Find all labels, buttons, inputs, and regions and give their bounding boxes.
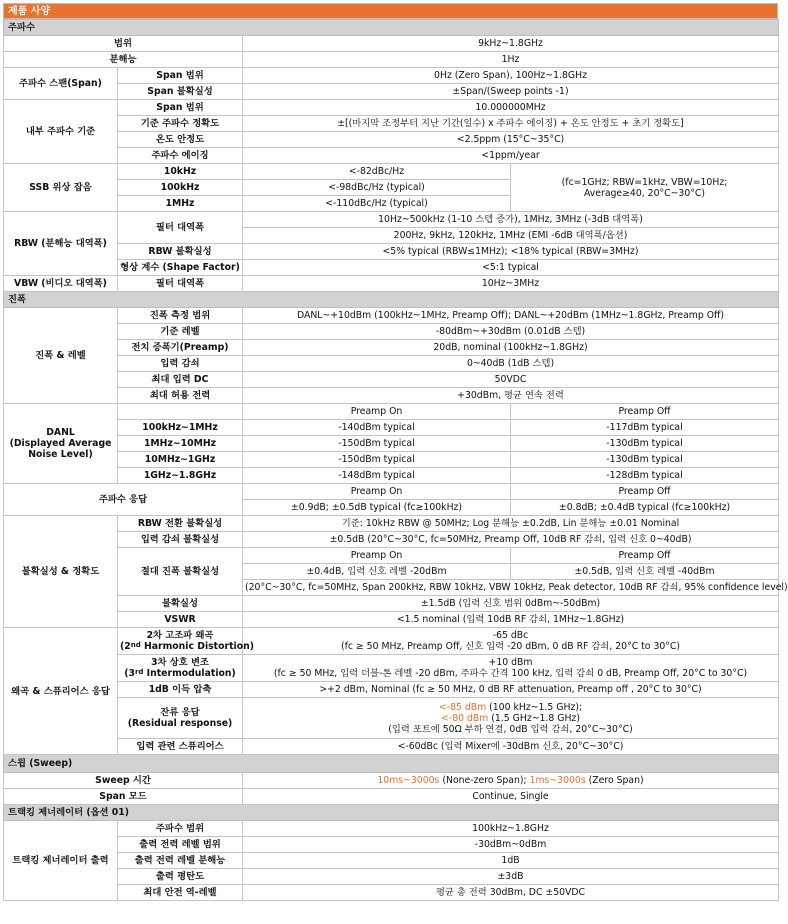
spec-value: <1.5 nominal (입력 10dB RF 감쇠, 1MHz~1.8GHz) — [243, 612, 779, 628]
spec-value: ±0.9dB; ±0.5dB typical (fc≥100kHz) — [243, 500, 511, 516]
label-line: Intermodulation) — [143, 668, 236, 679]
spec-value: 평균 총 전력 30dBm, DC ±50VDC — [243, 885, 779, 901]
spec-label: 입력 감쇠 — [118, 356, 243, 372]
group-label: 트랙킹 제너레이터 출력 — [4, 821, 118, 901]
spec-label: 입력 관련 스퓨리어스 — [118, 739, 243, 755]
spec-value: <-60dBc (입력 Mixer에 -30dBm 신호, 20°C~30°C) — [243, 739, 779, 755]
spec-sheet — [3, 3, 788, 901]
spec-value: -30dBm~0dBm — [243, 837, 779, 853]
spec-label: 최대 허용 전력 — [118, 388, 243, 404]
column-header-preamp-on: Preamp On — [243, 404, 511, 420]
spec-label: 기준 레벨 — [118, 324, 243, 340]
spec-label: 범위 — [4, 36, 243, 52]
ssb-conditions-line: Average≥40, 20°C~30°C) — [583, 187, 706, 199]
spec-label: 최대 안전 역-레벨 — [118, 885, 243, 901]
group-label: VBW (비디오 대역폭) — [4, 276, 118, 292]
spec-value: 200Hz, 9kHz, 120kHz, 1MHz (EMI -6dB 대역폭/옵션) — [243, 228, 779, 244]
superscript: rd — [134, 668, 144, 676]
spec-value: >+2 dBm, Nominal (fc ≥ 50 MHz, 0 dB RF attenuation, Preamp off , 20°C to 30°C) — [243, 682, 779, 698]
spec-value: <-98dBc/Hz (typical) — [243, 180, 511, 196]
value-text: (100 kHz~1.5 GHz); — [486, 701, 583, 713]
spec-label: 1MHz — [118, 196, 243, 212]
label-line: 잔류 응답 — [160, 707, 200, 718]
danl-band: 100kHz~1MHz — [118, 420, 243, 436]
section-sweep: 스윕 (Sweep) — [4, 755, 779, 773]
spec-label: 필터 대역폭 — [118, 212, 243, 244]
spec-value: ±Span/(Sweep points -1) — [243, 84, 779, 100]
spec-value: <1ppm/year — [243, 148, 779, 164]
danl-off-value: -130dBm typical — [511, 452, 779, 468]
spec-label-3rd-intermod — [118, 655, 243, 682]
column-header-preamp-on: Preamp On — [243, 484, 511, 500]
spec-label-2nd-harmonic — [118, 628, 254, 655]
danl-band: 1GHz~1.8GHz — [118, 468, 243, 484]
group-label: 불확실성 & 정확도 — [4, 516, 118, 628]
spec-label: Span 범위 — [118, 68, 243, 84]
spec-label: 출력 평탄도 — [118, 869, 243, 885]
spec-label: Sweep 시간 — [4, 773, 243, 789]
danl-blank — [118, 404, 243, 420]
spec-label: 절대 진폭 불확실성 — [118, 548, 243, 596]
spec-value: ±1.5dB (입력 신호 범위 0dBm~-50dBm) — [243, 596, 779, 612]
spec-label: RBW 불확실성 — [118, 244, 243, 260]
spec-label: VSWR — [118, 612, 243, 628]
group-label: 왜곡 & 스퓨리어스 응답 — [4, 628, 118, 755]
spec-label: Span 모드 — [4, 789, 243, 805]
spec-label-residual — [118, 698, 243, 739]
danl-band: 1MHz~10MHz — [118, 436, 243, 452]
label-prefix: (2 — [120, 641, 131, 652]
spec-value — [243, 655, 779, 682]
spec-label: 필터 대역폭 — [118, 276, 243, 292]
value-line: (입력 포트에 50Ω 부하 연결, 0dB 입력 감쇠, 20°C~30°C) — [388, 723, 633, 735]
group-label: SSB 위상 잡음 — [4, 164, 118, 212]
danl-off-value: -117dBm typical — [511, 420, 779, 436]
section-tracking-generator: 트랙킹 제너레이터 (옵션 01) — [4, 805, 779, 821]
spec-value: <5% typical (RBW≤1MHz); <18% typical (RBW=3MHz) — [243, 244, 779, 260]
spec-label: 출력 전력 레벨 분해능 — [118, 853, 243, 869]
spec-value: 9kHz~1.8GHz — [243, 36, 779, 52]
spec-label: 온도 안정도 — [118, 132, 243, 148]
spec-value: (20°C~30°C, fc=50MHz, Span 200kHz, RBW 10kHz, VBW 10kHz, Peak detector, 10dB RF 감쇠, 95% confidence level) — [243, 580, 779, 596]
spec-value: ±0.4dB, 입력 신호 레벨 -20dBm — [243, 564, 511, 580]
spec-value — [243, 773, 779, 789]
spec-value: <-110dBc/Hz (typical) — [243, 196, 511, 212]
value-line: -65 dBc — [492, 630, 529, 641]
column-header-preamp-on: Preamp On — [243, 548, 511, 564]
group-label: 내부 주파수 기준 — [4, 100, 118, 164]
label-prefix: (3 — [124, 668, 135, 679]
ssb-conditions — [511, 164, 779, 212]
danl-on-value: -150dBm typical — [243, 436, 511, 452]
column-header-preamp-off: Preamp Off — [511, 548, 779, 564]
spec-value: ±0.5dB, 입력 신호 레벨 -40dBm — [511, 564, 779, 580]
spec-title: 제품 사양 — [3, 3, 778, 19]
danl-off-value: -130dBm typical — [511, 436, 779, 452]
spec-value: -80dBm~+30dBm (0.01dB 스텝) — [243, 324, 779, 340]
spec-value: Continue, Single — [243, 789, 779, 805]
spec-value: 10.000000MHz — [243, 100, 779, 116]
danl-band: 10MHz~1GHz — [118, 452, 243, 468]
spec-value: <5:1 typical — [243, 260, 779, 276]
column-header-preamp-off: Preamp Off — [511, 404, 779, 420]
value-text: (1.5 GHz~1.8 GHz) — [488, 712, 580, 724]
label-line: 2차 고조파 왜곡 — [146, 630, 214, 641]
section-amplitude: 진폭 — [4, 292, 779, 308]
highlight-value: <-85 dBm — [438, 701, 487, 713]
spec-value: DANL~+10dBm (100kHz~1MHz, Preamp Off); DANL~+20dBm (1MHz~1.8GHz, Preamp Off) — [243, 308, 779, 324]
spec-value — [243, 628, 779, 655]
spec-value: 10Hz~3MHz — [243, 276, 779, 292]
spec-label: 전치 증폭기(Preamp) — [118, 340, 243, 356]
section-frequency: 주파수 — [4, 20, 779, 36]
spec-value: +30dBm, 평균 연속 전력 — [243, 388, 779, 404]
spec-value: <2.5ppm (15°C~35°C) — [243, 132, 779, 148]
spec-value — [243, 698, 779, 739]
spec-value: ±[(마지막 조정부터 지난 기간(일수) x 주파수 에이징) + 온도 안정도 + 초기 정확도] — [243, 116, 779, 132]
danl-line: Noise Level) — [28, 449, 93, 460]
spec-label: 형상 계수 (Shape Factor) — [118, 260, 243, 276]
spec-table — [3, 19, 788, 901]
spec-value: ±3dB — [243, 869, 779, 885]
highlight-value: 10ms~3000s — [377, 775, 440, 786]
spec-label: 주파수 에이징 — [118, 148, 243, 164]
superscript: nd — [130, 641, 141, 649]
value-text: (Zero Span) — [585, 775, 644, 786]
spec-label: Span 불확실성 — [118, 84, 243, 100]
highlight-value: 1ms~3000s — [529, 775, 586, 786]
group-label: RBW (분해능 대역폭) — [4, 212, 118, 276]
danl-line: (Displayed Average — [9, 438, 112, 449]
value-line: +10 dBm — [488, 657, 533, 668]
group-label: 진폭 & 레벨 — [4, 308, 118, 404]
highlight-value: <-80 dBm — [441, 712, 489, 724]
ssb-conditions-line: (fc=1GHz; RBW=1kHz, VBW=10Hz; — [561, 176, 728, 188]
danl-on-value: -140dBm typical — [243, 420, 511, 436]
danl-on-value: -150dBm typical — [243, 452, 511, 468]
spec-label: 주파수 범위 — [118, 821, 243, 837]
spec-value: 20dB, nominal (100kHz~1.8GHz) — [243, 340, 779, 356]
spec-label: 불확실성 — [118, 596, 243, 612]
group-label-danl — [4, 404, 118, 484]
danl-on-value: -148dBm typical — [243, 468, 511, 484]
spec-label: 10kHz — [118, 164, 243, 180]
spec-label: 주파수 응답 — [4, 484, 243, 516]
spec-value: 1dB — [243, 853, 779, 869]
value-text: (None-zero Span); — [439, 775, 530, 786]
spec-label: 출력 전력 레벨 범위 — [118, 837, 243, 853]
column-header-preamp-off: Preamp Off — [511, 484, 779, 500]
label-line: Harmonic Distortion) — [140, 641, 254, 652]
spec-label: 진폭 측정 범위 — [118, 308, 243, 324]
spec-value: 0Hz (Zero Span), 100Hz~1.8GHz — [243, 68, 779, 84]
spec-value: 0~40dB (1dB 스텝) — [243, 356, 779, 372]
spec-label: 기준 주파수 정확도 — [118, 116, 243, 132]
spec-label: 100kHz — [118, 180, 243, 196]
spec-label: Span 범위 — [118, 100, 243, 116]
spec-value: 50VDC — [243, 372, 779, 388]
danl-line: DANL — [46, 427, 75, 438]
spec-value: ±0.5dB (20°C~30°C, fc=50MHz, Preamp Off, 10dB RF 감쇠, 입력 신호 0~40dB) — [243, 532, 779, 548]
spec-label: 1dB 이득 압축 — [118, 682, 243, 698]
spec-value: 100kHz~1.8GHz — [243, 821, 779, 837]
spec-value: ±0.8dB; ±0.4dB typical (fc≥100kHz) — [511, 500, 779, 516]
spec-value: 10Hz~500kHz (1-10 스텝 증가), 1MHz, 3MHz (-3dB 대역폭) — [243, 212, 779, 228]
label-line: 3차 상호 변조 — [151, 657, 209, 668]
spec-value: 기준: 10kHz RBW @ 50MHz; Log 분해능 ±0.2dB, Lin 분해능 ±0.01 Nominal — [243, 516, 779, 532]
value-line: (fc ≥ 50 MHz, 입력 더블-톤 레벨 -20 dBm, 주파수 간격 100 kHz, 입력 감쇠 0 dB, Preamp Off, 20°C to 30°C) — [273, 668, 748, 679]
label-line: (Residual response) — [127, 718, 233, 729]
danl-off-value: -128dBm typical — [511, 468, 779, 484]
spec-value: <-82dBc/Hz — [243, 164, 511, 180]
group-label: 주파수 스팬(Span) — [4, 68, 118, 100]
value-line: (fc ≥ 50 MHz, Preamp Off, 신호 입력 -20 dBm, 0 dB RF 감쇠, 20°C to 30°C) — [340, 641, 681, 652]
spec-label: RBW 전환 불확실성 — [118, 516, 243, 532]
spec-label: 입력 감쇠 불확실성 — [118, 532, 243, 548]
spec-value: 1Hz — [243, 52, 779, 68]
spec-label: 분해능 — [4, 52, 243, 68]
spec-label: 최대 입력 DC — [118, 372, 243, 388]
